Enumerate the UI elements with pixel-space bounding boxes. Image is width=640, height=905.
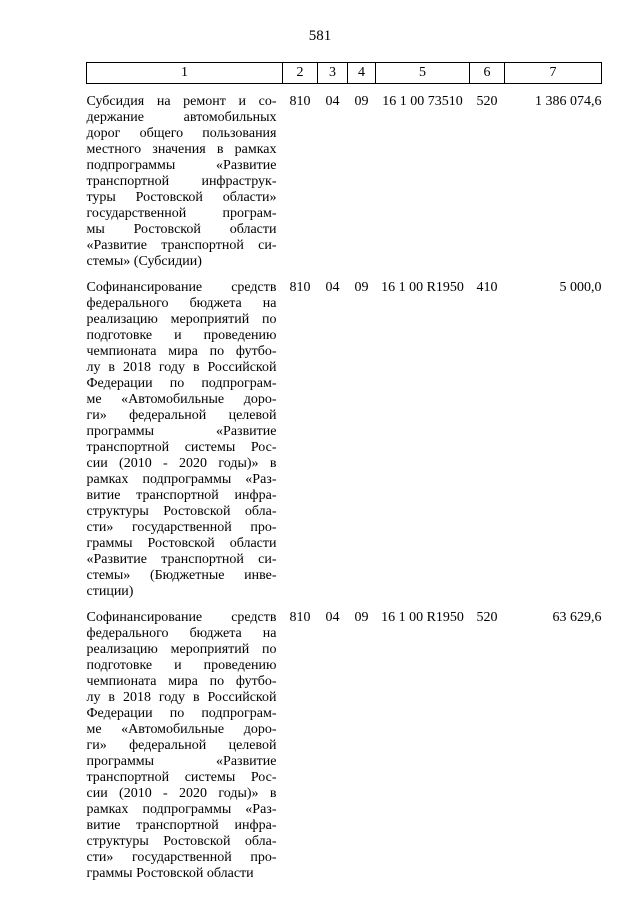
row-spacer [87, 600, 602, 610]
description-line: транспортной инфраструк- [86, 174, 277, 189]
row-description [87, 94, 283, 270]
target-article-cell: 16 1 00 R1950 [381, 610, 464, 625]
description-line: сии (2010 - 2020 годы)» в [86, 786, 277, 801]
description-line: транспортной системы Рос- [86, 440, 277, 455]
description-line: федерального бюджета на [86, 296, 277, 311]
description-line: граммы Ростовской области [86, 536, 277, 551]
description-line: стиции) [86, 584, 134, 599]
column-header: 4 [348, 63, 376, 84]
column-header: 5 [376, 63, 470, 84]
section-code-cell: 04 [325, 610, 340, 625]
description-line: программы «Развитие [86, 754, 277, 769]
amount-cell: 1 386 074,6 [535, 94, 602, 109]
row-spacer [87, 84, 602, 95]
table-row [87, 610, 602, 882]
row-description [87, 280, 283, 600]
column-header: 6 [470, 63, 505, 84]
section-code-cell: 04 [325, 94, 340, 109]
row-spacer-cell [87, 270, 602, 280]
description-line: Софинансирование средств [86, 610, 277, 625]
description-line: сти» государственной про- [86, 520, 277, 535]
description-line: чемпионата мира по футбо- [86, 674, 277, 689]
description-line: реализацию мероприятий по [86, 642, 277, 657]
description-line: подготовке и проведению [86, 658, 277, 673]
description-line: местного значения в рамках [86, 142, 277, 157]
page-number: 581 [308, 28, 332, 44]
description-line: структуры Ростовской обла- [86, 834, 277, 849]
description-line: государственной програм- [86, 206, 277, 221]
description-line: лу в 2018 году в Российской [86, 360, 277, 375]
description-line: стемы» (Субсидии) [86, 254, 202, 269]
row-spacer-cell [87, 84, 602, 95]
description-line: ги» федеральной целевой [86, 408, 277, 423]
description-line: граммы Ростовской области [86, 866, 254, 881]
column-header: 2 [283, 63, 318, 84]
description-line: лу в 2018 году в Российской [86, 690, 277, 705]
expense-type-cell: 520 [476, 94, 498, 109]
description-line: Субсидия на ремонт и со- [86, 94, 277, 109]
header-row [87, 63, 602, 84]
expense-type-cell: 410 [476, 280, 498, 295]
ministry-code-cell: 810 [289, 610, 311, 625]
description-line: подготовке и проведению [86, 328, 277, 343]
budget-table [86, 62, 602, 882]
row-description [87, 610, 283, 882]
subsection-code-cell: 09 [354, 610, 369, 625]
description-line: ме «Автомобильные доро- [86, 722, 277, 737]
description-line: ги» федеральной целевой [86, 738, 277, 753]
description-line: сии (2010 - 2020 годы)» в [86, 456, 277, 471]
description-line: федерального бюджета на [86, 626, 277, 641]
description-line: туры Ростовской области» [86, 190, 277, 205]
table-row [87, 94, 602, 270]
description-line: стемы» (Бюджетные инве- [86, 568, 277, 583]
description-line: рамках подпрограммы «Раз- [86, 802, 277, 817]
row-spacer-cell [87, 600, 602, 610]
subsection-code-cell: 09 [354, 280, 369, 295]
description-line: структуры Ростовской обла- [86, 504, 277, 519]
description-line: ме «Автомобильные доро- [86, 392, 277, 407]
target-article-cell: 16 1 00 R1950 [381, 280, 464, 295]
description-line: реализацию мероприятий по [86, 312, 277, 327]
description-line: дорог общего пользования [86, 126, 277, 141]
amount-cell: 63 629,6 [552, 610, 602, 625]
expense-type-cell: 520 [476, 610, 498, 625]
description-line: программы «Развитие [86, 424, 277, 439]
description-line: Федерации по подпрограм- [86, 706, 277, 721]
target-article-cell: 16 1 00 73510 [382, 94, 463, 109]
description-line: «Развитие транспортной си- [86, 552, 277, 567]
amount-cell: 5 000,0 [559, 280, 602, 295]
column-header: 1 [87, 63, 283, 84]
subsection-code-cell: 09 [354, 94, 369, 109]
description-line: подпрограммы «Развитие [86, 158, 277, 173]
description-line: транспортной системы Рос- [86, 770, 277, 785]
section-code-cell: 04 [325, 280, 340, 295]
description-line: витие транспортной инфра- [86, 818, 277, 833]
description-line: держание автомобильных [86, 110, 277, 125]
description-line: витие транспортной инфра- [86, 488, 277, 503]
description-line: Федерации по подпрограм- [86, 376, 277, 391]
description-line: мы Ростовской области [86, 222, 277, 237]
description-line: Софинансирование средств [86, 280, 277, 295]
column-header: 7 [505, 63, 602, 84]
table-row [87, 280, 602, 600]
ministry-code-cell: 810 [289, 94, 311, 109]
description-line: «Развитие транспортной си- [86, 238, 277, 253]
description-line: рамках подпрограммы «Раз- [86, 472, 277, 487]
description-line: чемпионата мира по футбо- [86, 344, 277, 359]
ministry-code-cell: 810 [289, 280, 311, 295]
column-header: 3 [318, 63, 348, 84]
description-line: сти» государственной про- [86, 850, 277, 865]
row-spacer [87, 270, 602, 280]
